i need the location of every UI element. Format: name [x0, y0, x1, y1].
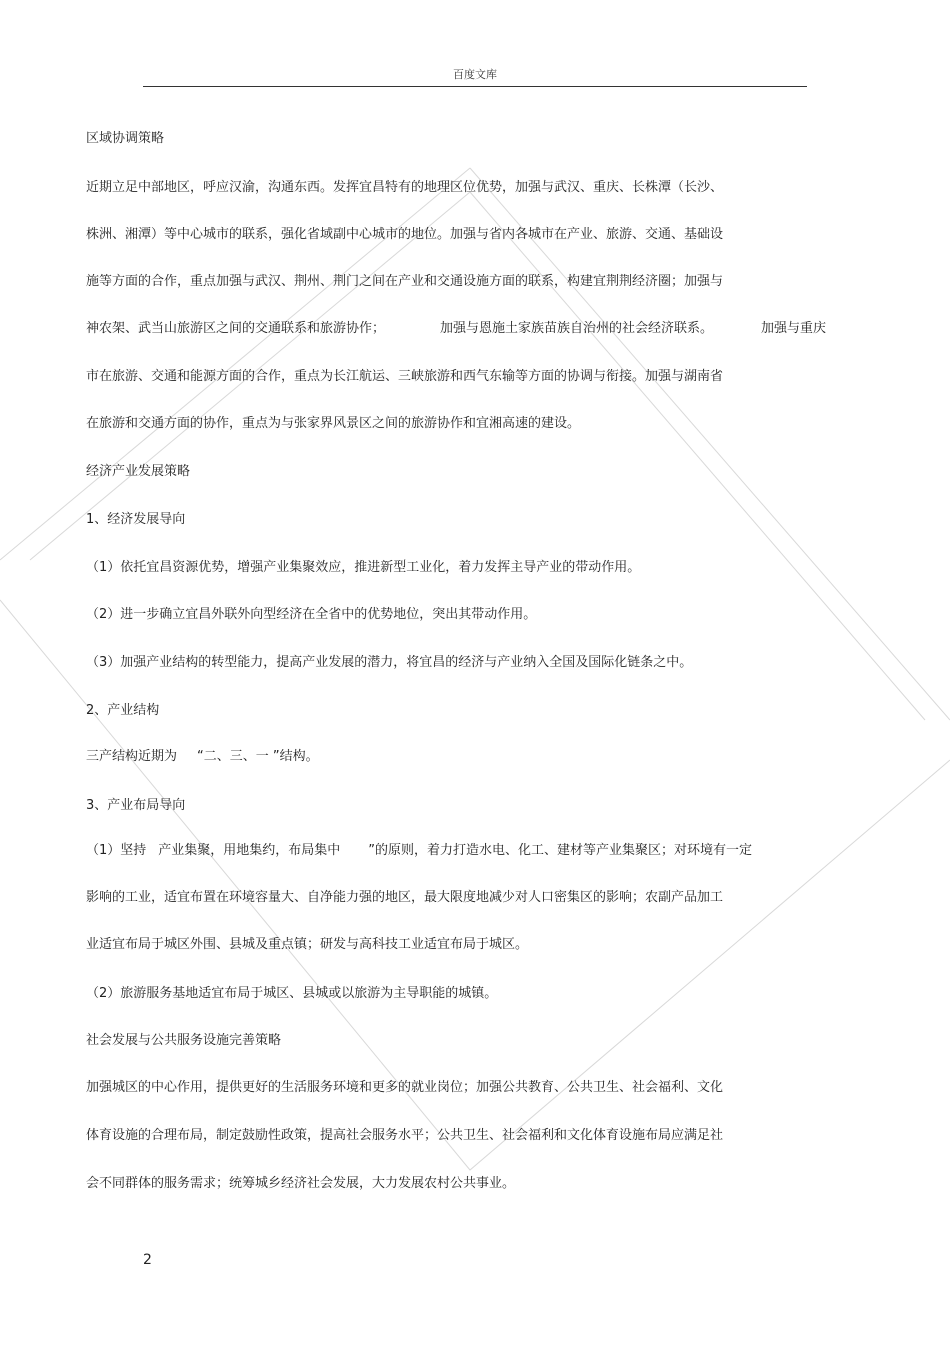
list-item: （2）旅游服务基地适宜布局于城区、县城或以旅游为主导职能的城镇。 [86, 986, 498, 1001]
list-item: （2）进一步确立宜昌外联外向型经济在全省中的优势地位，突出其带动作用。 [86, 607, 537, 622]
text-segment: 三产结构近期为 [86, 749, 178, 764]
text-segment: 神农架、武当山旅游区之间的交通联系和旅游协作； [86, 321, 386, 336]
paragraph-line: 株洲、湘潭）等中心城市的联系，强化省域副中心城市的地位。加强与省内各城市在产业、旅游、交通、基础设 [86, 227, 724, 242]
text-segment: 产业集聚，用地集约，布局集中 [158, 843, 341, 858]
list-item: （1）依托宜昌资源优势，增强产业集聚效应，推进新型工业化，着力发挥主导产业的带动作用。 [86, 560, 641, 575]
paragraph-line: 在旅游和交通方面的协作，重点为与张家界风景区之间的旅游协作和宜湘高速的建设。 [86, 416, 581, 431]
text-segment: 加强与恩施土家族苗族自治州的社会经济联系。 [440, 321, 714, 336]
page-header: 百度文库 [453, 68, 497, 81]
subheading: 2、产业结构 [86, 703, 160, 718]
text-segment: 加强与重庆 [761, 321, 827, 336]
text-segment: ”的原则，着力打造水电、化工、建材等产业集聚区；对环境有一定 [368, 843, 753, 858]
paragraph-line: 近期立足中部地区，呼应汉渝，沟通东西。发挥宜昌特有的地理区位优势，加强与武汉、重庆、长株潭（长沙、 [86, 180, 724, 195]
paragraph-line-split [86, 749, 319, 765]
section-heading-regional: 区域协调策略 [86, 131, 165, 146]
paragraph-line: 会不同群体的服务需求；统筹城乡经济社会发展，大力发展农村公共事业。 [86, 1176, 516, 1191]
section-heading-economy: 经济产业发展策略 [86, 464, 191, 479]
paragraph-line: 市在旅游、交通和能源方面的合作，重点为长江航运、三峡旅游和西气东输等方面的协调与衔接。加强与湖南省 [86, 369, 724, 384]
page-number: 2 [143, 1252, 152, 1268]
paragraph-line: 加强城区的中心作用，提供更好的生活服务环境和更多的就业岗位；加强公共教育、公共卫生、社会福利、文化 [86, 1080, 724, 1095]
text-segment: “二、三、一 ”结构。 [197, 749, 319, 764]
paragraph-line: 影响的工业，适宜布置在环境容量大、自净能力强的地区，最大限度地减少对人口密集区的影响；农副产品加工 [86, 890, 724, 905]
header-rule [143, 86, 807, 87]
paragraph-line-split [86, 321, 826, 337]
subheading: 1、经济发展导向 [86, 512, 186, 527]
paragraph-line: 业适宜布局于城区外围、县城及重点镇；研发与高科技工业适宜布局于城区。 [86, 937, 529, 952]
paragraph-line-split [86, 843, 752, 859]
paragraph-line: 体育设施的合理布局，制定鼓励性政策，提高社会服务水平；公共卫生、社会福利和文化体育设施布局应满足社 [86, 1128, 724, 1143]
paragraph-line: 施等方面的合作，重点加强与武汉、荆州、荆门之间在产业和交通设施方面的联系，构建宜荆荆经济圈；加强与 [86, 274, 724, 289]
subheading: 3、产业布局导向 [86, 798, 186, 813]
section-heading-social: 社会发展与公共服务设施完善策略 [86, 1033, 282, 1048]
text-segment: （1）坚持 [86, 843, 147, 858]
list-item: （3）加强产业结构的转型能力，提高产业发展的潜力，将宜昌的经济与产业纳入全国及国际化链条之中。 [86, 655, 693, 670]
